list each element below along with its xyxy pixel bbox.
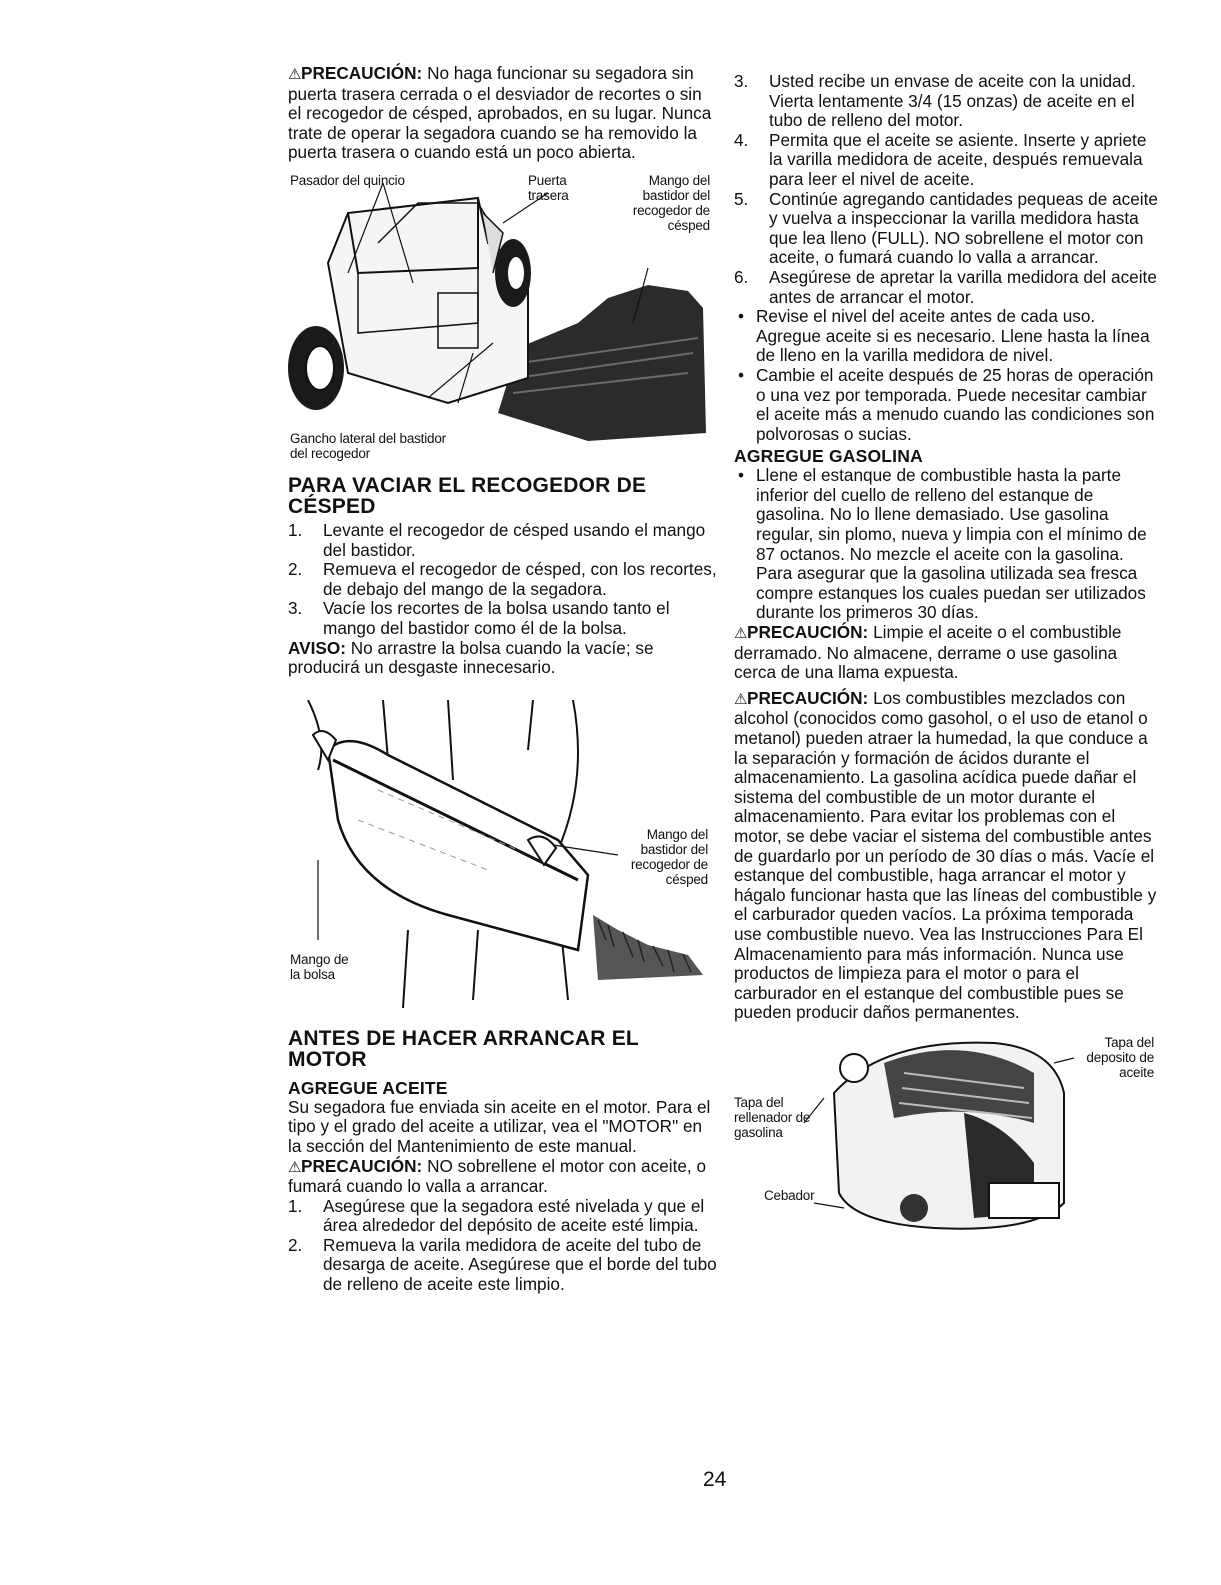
- add-oil-steps: [288, 1197, 718, 1295]
- bullet-icon: •: [738, 306, 745, 327]
- list-item: 2. Remueva la varila medidora de aceite del tubo de desarga de aceite. Asegúrese que el borde del tubo de relleno de aceite este limpio.: [288, 1234, 717, 1295]
- figure-engine: [734, 1033, 1159, 1233]
- oil-intro: Su segadora fue enviada sin aceite en el motor. Para el tipo y el grado del aceite a utilizar, vea el "MOTOR" en la sección del Mantenimiento de este manual.: [288, 1096, 711, 1156]
- page-number: 24: [703, 1468, 727, 1491]
- left-column: [288, 64, 718, 1295]
- caption-fuel-cap: Tapa del rellenador de gasolina: [734, 1094, 811, 1140]
- warning-triangle-icon: ⚠: [734, 625, 748, 643]
- caption-oil-cap: Tapa del deposito de aceite: [1086, 1034, 1154, 1080]
- list-item: 2. Remueva el recogedor de césped, con los recortes, de debajo del mango de la segadora.: [288, 559, 717, 599]
- list-item: 3. Usted recibe un envase de aceite con la unidad. Vierta lentamente 3/4 (15 onzas) de aceite en el tubo de relleno del motor.: [734, 71, 1136, 131]
- heading-add-oil: AGREGUE ACEITE: [288, 1077, 448, 1098]
- warning-caution-4: ⚠PRECAUCIÓN: Los combustibles mezclados con alcohol (conocidos como gasohol, o el uso de etanol o metanol) pueden atraer la humedad, la que conduce a la separación y formación de ácidos durante el almacenamiento. La gasolina acídica puede dañar el sistema del combustible de un motor durante el almacenamiento. Para evitar los problemas con el motor, se debe vaciar el sistema del combustible antes de guardarlo por un período de 30 días o más. Vacíe el estanque del combustible, haga arrancar el motor y hágalo funcionar hasta que las líneas del combustible y el carburador queden vacíos. La próxima temporada use combustible nuevo. Vea las Instrucciones Para El Almacenamiento para más información. Nunca use productos de limpieza para el motor o para el carburador en el estanque del combustible pues se pueden producir daños permanentes.: [734, 687, 1157, 1023]
- caption-frame-handle: Mango del bastidor del recogedor de césped: [632, 172, 710, 233]
- caption-rear-door: Puerta trasera: [528, 172, 569, 203]
- heading-add-gas: AGREGUE GASOLINA: [734, 446, 923, 467]
- warning-triangle-icon: ⚠: [288, 1158, 302, 1176]
- notice-paragraph: AVISO: No arrastre la bolsa cuando la vacíe; se producirá un desgaste innecesario.: [288, 637, 654, 678]
- list-item: 4. Permita que el aceite se asiente. Inserte y apriete la varilla medidora de aceite, después remuevala para leer el nivel de aceite.: [734, 129, 1147, 189]
- bullet-icon: •: [738, 364, 745, 385]
- caption-primer: Cebador: [764, 1187, 815, 1203]
- warning-triangle-icon: ⚠: [734, 690, 748, 708]
- gas-bullets: [734, 466, 1159, 623]
- right-column: [734, 72, 1159, 1233]
- warning-triangle-icon: ⚠: [288, 66, 302, 83]
- list-item: 5. Continúe agregando cantidades pequeas de aceite y vuelva a inspeccionar la varilla medidora hasta que lea lleno (FULL). NO sobrellene el motor con aceite, o fumará cuando lo valla a arrancar.: [734, 188, 1158, 268]
- list-item: 1. Levante el recogedor de césped usando el mango del bastidor.: [288, 519, 706, 560]
- add-oil-steps-continued: [734, 72, 1159, 307]
- list-item: 1. Asegúrese que la segadora esté nivelada y que el área alrededor del depósito de aceite esté limpia.: [288, 1195, 705, 1236]
- list-item: 3. Vacíe los recortes de la bolsa usando tanto el mango del bastidor como él de la bolsa.: [288, 598, 670, 638]
- warning-caution-1: ⚠PRECAUCIÓN: No haga funcionar su segadora sin puerta trasera cerrada o el desviador de recortes o sin el recogedor de césped, aprobados, en su lugar. Nunca trate de operar la segadora cuando se ha removido la puerta trasera o cuando está un poco abierta.: [288, 63, 712, 163]
- figure-emptying-bag: [288, 700, 718, 1008]
- empty-catcher-steps: [288, 521, 718, 639]
- list-item: 6. Asegúrese de apretar la varilla medidora del aceite antes de arrancar el motor.: [734, 266, 1157, 307]
- caption-hinge-pin: Pasador del quincio: [290, 172, 405, 188]
- list-item: • Cambie el aceite después de 25 horas de operación o una vez por temporada. Puede necesitar cambiar el aceite más a menudo cuando las condiciones son polvorosas o sucias.: [734, 366, 1159, 444]
- heading-empty-catcher: PARA VACIAR EL RECOGEDOR DE CÉSPED: [288, 473, 647, 518]
- figure-grass-catcher-attach: [288, 173, 718, 465]
- caption-bag-handle: Mango de la bolsa: [290, 951, 349, 982]
- oil-bullets: [734, 307, 1159, 444]
- list-item: • Llene el estanque de combustible hasta la parte inferior del cuello de relleno del estanque de gasolina. No lo llene demasiado. Use gasolina regular, sin plomo, nueva y limpia con el mínimo de 87 octanos. No mezcle el aceite con la gasolina. Para asegurar que la gasolina utilizada sea fresca compre estanques los cuales puedan ser utilizados durante los primeros 30 días.: [734, 466, 1159, 623]
- bullet-icon: •: [738, 465, 745, 486]
- warning-caution-3: ⚠PRECAUCIÓN: Limpie el aceite o el combustible derramado. No almacene, derrame o use gasolina cerca de una llama expuesta.: [734, 622, 1122, 683]
- warning-caution-2: ⚠PRECAUCIÓN: NO sobrellene el motor con aceite, o fumará cuando lo valla a arrancar.: [288, 1155, 707, 1197]
- list-item: • Revise el nivel del aceite antes de cada uso. Agregue aceite si es necesario. Llene hasta la línea de lleno en la varilla medidora de nivel.: [734, 307, 1159, 366]
- heading-before-start: ANTES DE HACER ARRANCAR EL MOTOR: [288, 1026, 639, 1071]
- caption-frame-handle-2: Mango del bastidor del recogedor de césped: [630, 826, 708, 887]
- caption-side-hook: Gancho lateral del bastidor del recogedor: [290, 430, 446, 461]
